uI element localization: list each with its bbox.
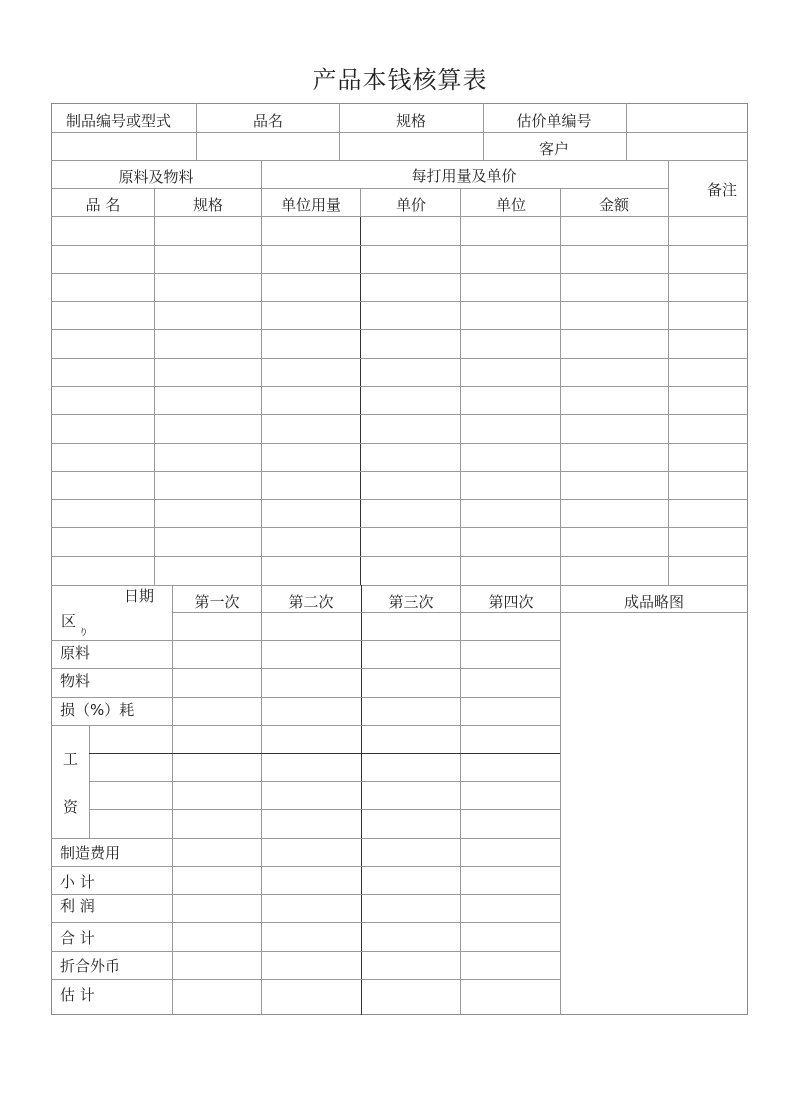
table-row: [51, 443, 748, 444]
table-row: [89, 809, 560, 810]
table-frame: [51, 103, 748, 1015]
table-row: [51, 725, 560, 726]
grid-line: [196, 103, 197, 160]
row-label-wage-1: 工: [63, 750, 79, 768]
grid-line: [360, 216, 361, 585]
grid-line: [483, 103, 484, 160]
quote-no-label: 估价单编号: [516, 112, 592, 130]
row-label-total: 合 计: [60, 929, 95, 947]
product-no-label: 制品编号或型式: [66, 112, 172, 130]
table-row: [51, 894, 560, 895]
second-time-header: 第二次: [288, 593, 334, 611]
table-row: [51, 273, 748, 274]
table-row: [51, 922, 560, 923]
table-row: [89, 781, 560, 782]
table-row: [51, 866, 560, 867]
usage-group-label: 每打用量及单价: [411, 167, 517, 185]
spec-label: 规格: [395, 112, 427, 130]
grid-line: [560, 585, 561, 1015]
row-label-material: 物料: [60, 672, 91, 690]
table-row: [51, 556, 748, 557]
third-time-header: 第三次: [388, 593, 434, 611]
region-label: 区: [61, 612, 77, 630]
column-header-name: 品 名: [85, 196, 121, 214]
table-row: [51, 697, 560, 698]
column-header-spec: 规格: [192, 196, 224, 214]
table-row: [51, 640, 560, 641]
date-label: 日期: [124, 587, 155, 605]
grid-line: [51, 132, 748, 133]
table-row: [51, 471, 748, 472]
table-row: [51, 216, 748, 217]
table-row: [51, 979, 560, 980]
region-mark: り: [79, 628, 89, 638]
grid-line: [668, 160, 669, 585]
first-time-header: 第一次: [194, 593, 240, 611]
table-row: [51, 585, 748, 586]
row-label-subtotal: 小 计: [60, 873, 95, 891]
table-row: [51, 414, 748, 415]
table-row: [51, 358, 748, 359]
row-label-loss: 损（%）耗: [60, 701, 135, 719]
table-row: [89, 753, 560, 754]
table-row: [51, 838, 560, 839]
table-row: [51, 329, 748, 330]
page-title: 产品本钱核算表: [312, 66, 488, 94]
table-row: [172, 612, 748, 613]
table-row: [51, 668, 560, 669]
name-label: 品名: [252, 112, 284, 130]
table-row: [51, 527, 748, 528]
row-label-raw: 原料: [60, 644, 91, 662]
grid-line: [51, 160, 748, 161]
grid-line: [339, 103, 340, 160]
table-row: [51, 386, 748, 387]
table-row: [51, 301, 748, 302]
column-header-unit: 单位: [495, 196, 527, 214]
customer-label: 客户: [538, 140, 570, 158]
fourth-time-header: 第四次: [488, 593, 534, 611]
row-label-fx: 折合外币: [60, 957, 121, 975]
table-row: [51, 499, 748, 500]
grid-line: [261, 160, 262, 585]
column-header-amount: 金额: [598, 196, 630, 214]
row-label-wage-2: 资: [63, 798, 79, 816]
column-header-unit-usage: 单位用量: [280, 196, 342, 214]
row-label-mfg: 制造费用: [60, 844, 121, 862]
grid-line: [626, 103, 627, 160]
row-label-estimate: 估 计: [60, 986, 95, 1004]
remarks-label: 备注: [706, 181, 738, 199]
table-row: [51, 245, 748, 246]
sketch-label: 成品略图: [623, 593, 685, 611]
table-row: [51, 951, 560, 952]
row-label-profit: 利 润: [60, 897, 95, 915]
column-header-unit-price: 单价: [395, 196, 427, 214]
materials-group-label: 原料及物料: [118, 168, 194, 186]
